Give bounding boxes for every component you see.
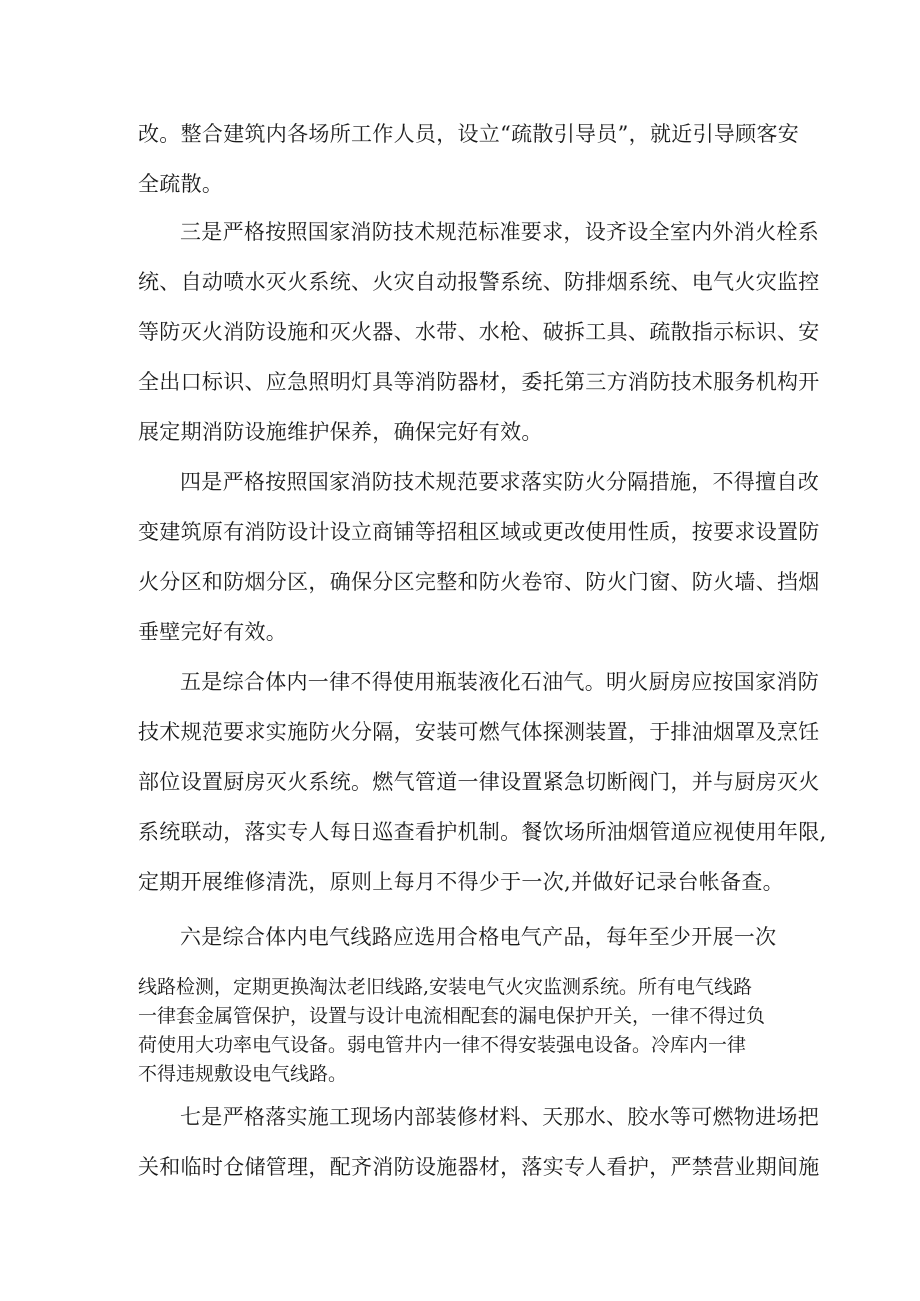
text-line: 全出口标识、应急照明灯具等消防器材，委托第三方消防技术服务机构开 <box>138 370 820 394</box>
text-line: 线路检测，定期更换淘汰老旧线路,安装电气火灾监测系统。所有电气线路 <box>138 976 753 998</box>
text-line: 变建筑原有消防设计设立商铺等招租区域或更改使用性质，按要求设置防 <box>138 520 820 544</box>
paragraph-7-start: 七是严格落实施工现场内部装修材料、天那水、胶水等可燃物进场把 <box>180 1105 819 1129</box>
text-line: 垂壁完好有效。 <box>138 620 288 644</box>
text-line: 荷使用大功率电气设备。弱电管井内一律不得安装强电设备。冷库内一律 <box>138 1034 747 1056</box>
text-line: 系统联动，落实专人每日巡查看护机制。餐饮场所油烟管道应视使用年限, <box>138 820 827 844</box>
text-line: 火分区和防烟分区，确保分区完整和防火卷帘、防火门窗、防火墙、挡烟 <box>138 570 820 594</box>
text-line: 全疏散。 <box>138 172 224 196</box>
text-line: 等防灭火消防设施和灭火器、水带、水枪、破拆工具、疏散指示标识、安 <box>138 320 820 344</box>
text-line: 部位设置厨房灭火系统。燃气管道一律设置紧急切断阀门，并与厨房灭火 <box>138 770 820 794</box>
paragraph-4-start: 四是严格按照国家消防技术规范要求落实防火分隔措施，不得擅自改 <box>180 470 819 494</box>
text-line: 不得违规敷设电气线路。 <box>138 1063 348 1085</box>
text-line: 技术规范要求实施防火分隔，安装可燃气体探测装置，于排油烟罩及烹饪 <box>138 720 820 744</box>
text-line: 改。整合建筑内各场所工作人员，设立“疏散引导员”，就近引导顾客安 <box>138 122 800 146</box>
text-line: 定期开展维修清洗，原则上每月不得少于一次,并做好记录台帐备查。 <box>138 870 784 894</box>
text-line: 关和临时仓储管理，配齐消防设施器材，落实专人看护，严禁营业期间施 <box>138 1155 820 1179</box>
paragraph-3-start: 三是严格按照国家消防技术规范标准要求，设齐设全室内外消火栓系 <box>180 220 819 244</box>
text-line: 一律套金属管保护，设置与设计电流相配套的漏电保护开关，一律不得过负 <box>138 1005 766 1027</box>
paragraph-6-start: 六是综合体内电气线路应选用合格电气产品，每年至少开展一次 <box>180 925 777 949</box>
text-line: 展定期消防设施维护保养，确保完好有效。 <box>138 420 543 444</box>
text-line: 统、自动喷水灭火系统、火灾自动报警系统、防排烟系统、电气火灾监控 <box>138 270 820 294</box>
paragraph-5-start: 五是综合体内一律不得使用瓶装液化石油气。明火厨房应按国家消防 <box>180 670 819 694</box>
